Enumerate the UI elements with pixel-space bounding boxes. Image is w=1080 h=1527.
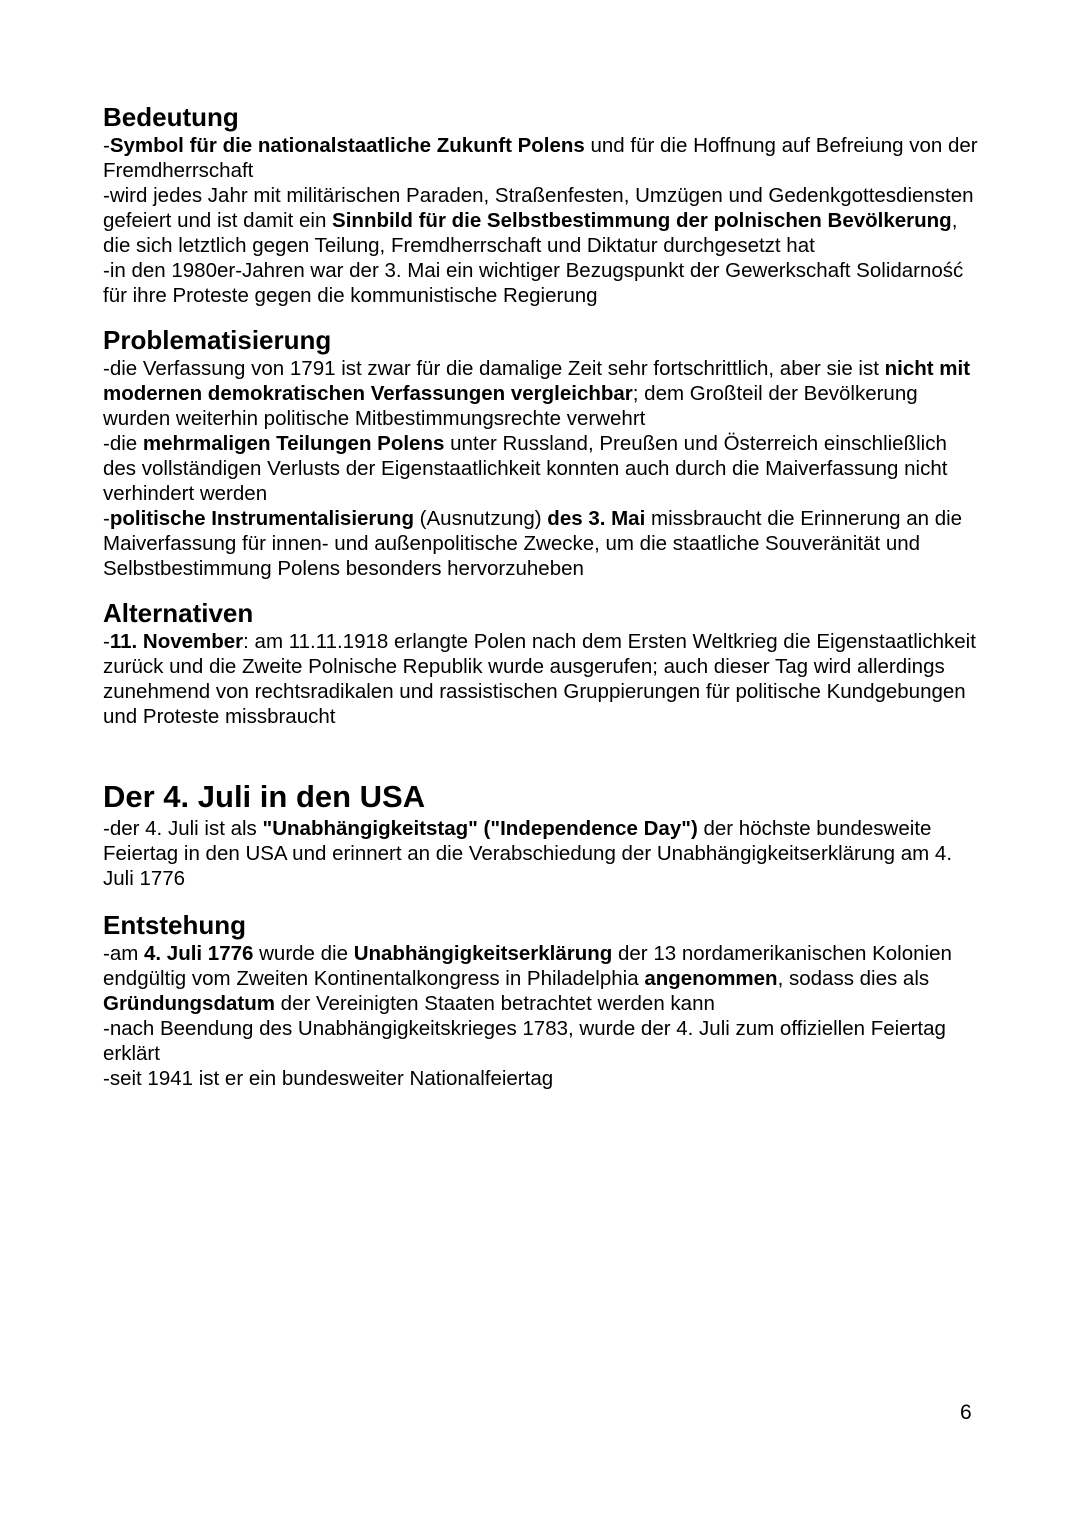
text: missbraucht die Erinnerung an die Maiverfassung für innen- und außenpolitische Zwecke, um die staatliche Souveränität und Selbstbestimmung Polens besonders hervorzuheben bbox=[103, 507, 963, 580]
entstehung-paragraph-2 bbox=[103, 1016, 983, 1066]
bold-text: Sinnbild für die Selbstbestimmung der polnischen Bevölkerung bbox=[332, 209, 952, 232]
bold-text: des 3. Mai bbox=[547, 507, 646, 530]
text: unter Russland, Preußen und Österreich einschließlich des vollständigen Verlusts der Eigenstaatlichkeit konnten auch durch die Maiverfassung nicht verhindert werden bbox=[103, 432, 948, 505]
bold-text: mehrmaligen Teilungen Polens bbox=[142, 432, 445, 455]
text: , sodass dies als bbox=[777, 967, 930, 990]
section-problematisierung bbox=[103, 324, 983, 581]
text: : am 11.11.1918 erlangte Polen nach dem Ersten Weltkrieg die Eigenstaatlichkeit zurück und die Zweite Polnische Republik wurde ausgerufen; auch dieser Tag wird allerdings zunehmend von rechtsradikalen und rassistischen Gruppierungen für politische Kundgebungen und Proteste missbraucht bbox=[103, 630, 976, 728]
bold-text: "Unabhängigkeitstag" ("Independence Day") bbox=[262, 817, 698, 840]
text: der 13 nordamerikanischen Kolonien endgültig vom Zweiten Kontinentalkongress in Philadelphia bbox=[103, 942, 952, 990]
bold-text: Unabhängigkeitserklärung bbox=[353, 942, 613, 965]
text: - bbox=[103, 630, 110, 653]
heading-alternativen: Alternativen bbox=[103, 598, 254, 628]
entstehung-paragraph-1 bbox=[103, 941, 983, 1016]
text: -seit 1941 ist er ein bundesweiter Nationalfeiertag bbox=[103, 1067, 554, 1090]
problematisierung-paragraph-2 bbox=[103, 431, 983, 506]
text: -in den 1980er-Jahren war der 3. Mai ein wichtiger Bezugspunkt der Gewerkschaft Solidarność für ihre Proteste gegen die kommunistische Regierung bbox=[103, 259, 964, 307]
text: der höchste bundesweite Feiertag in den USA und erinnert an die Verabschiedung der Unabhängigkeitserklärung am 4. Juli 1776 bbox=[103, 817, 953, 890]
bold-text: Symbol für die nationalstaatliche Zukunft Polens bbox=[109, 134, 585, 157]
section-alternativen bbox=[103, 597, 983, 729]
bedeutung-paragraph-2 bbox=[103, 183, 983, 258]
text: -nach Beendung des Unabhängigkeitskrieges 1783, wurde der 4. Juli zum offiziellen Feiertag erklärt bbox=[103, 1017, 946, 1065]
bold-text: Gründungsdatum bbox=[103, 992, 275, 1015]
text: und für die Hoffnung auf Befreiung von der Fremdherrschaft bbox=[103, 134, 978, 182]
document-page bbox=[103, 101, 983, 1091]
bedeutung-paragraph-1 bbox=[103, 133, 983, 183]
section-bedeutung bbox=[103, 101, 983, 308]
usa-paragraph-1 bbox=[103, 816, 983, 891]
bold-text: 4. Juli 1776 bbox=[144, 942, 254, 965]
text: -der 4. Juli ist als bbox=[103, 817, 263, 840]
text: wurde die bbox=[253, 942, 354, 965]
text: ; dem Großteil der Bevölkerung wurden weiterhin politische Mitbestimmungsrechte verwehrt bbox=[103, 382, 918, 430]
section-usa bbox=[103, 778, 983, 891]
heading-problematisierung: Problematisierung bbox=[103, 325, 332, 355]
title-usa: Der 4. Juli in den USA bbox=[103, 779, 426, 814]
text: , die sich letztlich gegen Teilung, Fremdherrschaft und Diktatur durchgesetzt hat bbox=[103, 209, 958, 257]
bold-text: politische Instrumentalisierung bbox=[109, 507, 414, 530]
bold-text: angenommen bbox=[644, 967, 778, 990]
text: -am bbox=[103, 942, 144, 965]
text: -wird jedes Jahr mit militärischen Paraden, Straßenfesten, Umzügen und Gedenkgottesdiensten gefeiert und ist damit ein bbox=[103, 184, 974, 232]
text: -die Verfassung von 1791 ist zwar für die damalige Zeit sehr fortschrittlich, aber sie ist bbox=[103, 357, 885, 380]
text: - bbox=[103, 134, 110, 157]
page-number: 6 bbox=[960, 1401, 972, 1424]
alternativen-paragraph-1 bbox=[103, 629, 983, 729]
problematisierung-paragraph-1 bbox=[103, 356, 983, 431]
bold-text: nicht mit modernen demokratischen Verfassungen vergleichbar bbox=[103, 357, 971, 405]
entstehung-paragraph-3 bbox=[103, 1066, 983, 1091]
text: -die bbox=[103, 432, 143, 455]
text: der Vereinigten Staaten betrachtet werden kann bbox=[274, 992, 715, 1015]
heading-bedeutung: Bedeutung bbox=[103, 102, 239, 132]
text: - bbox=[103, 507, 110, 530]
bold-text: 11. November bbox=[109, 630, 244, 653]
heading-entstehung: Entstehung bbox=[103, 910, 246, 940]
text: (Ausnutzung) bbox=[413, 507, 548, 530]
bedeutung-paragraph-3 bbox=[103, 258, 983, 308]
section-entstehung bbox=[103, 909, 983, 1091]
problematisierung-paragraph-3 bbox=[103, 506, 983, 581]
